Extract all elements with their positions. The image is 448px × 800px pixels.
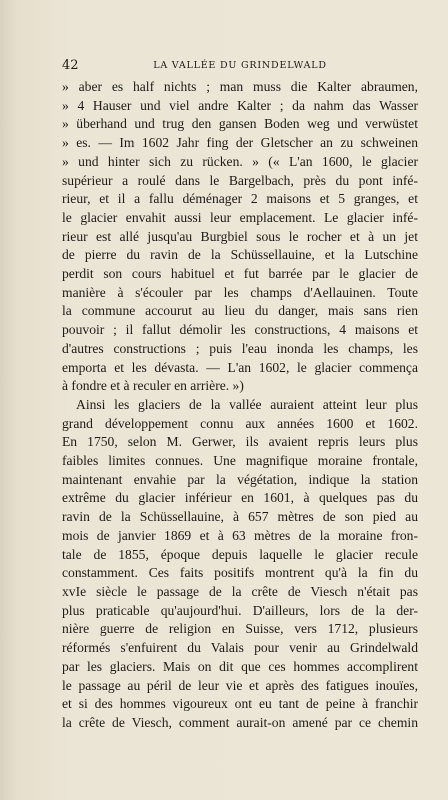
running-head: LA VALLÉE DU GRINDELWALD	[153, 60, 327, 71]
text-line: à fondre et à reculer en arrière. »)	[62, 378, 244, 394]
text-line: constamment. Ces faits positifs montrent qu'à la fin du	[62, 565, 418, 581]
text-line: nière guerre de religion en Suisse, vers 1712, plusieurs	[62, 621, 418, 637]
text-line: par les glaciers. Mais on dit que ces hommes accomplirent	[62, 658, 418, 674]
body-text	[62, 78, 418, 733]
text-line: xvIe siècle le passage de la crête de Viesch n'était pas	[62, 583, 418, 599]
text-line: rieur, et il a fallu déménager 2 maisons et 5 granges, et	[62, 191, 418, 207]
paragraph	[62, 396, 418, 733]
text-line: extrême du glacier inférieur en 1601, à quelques pas du	[62, 490, 418, 506]
text-line: manière à s'écouler par les champs d'Aellauinen. Toute	[62, 284, 418, 300]
text-line: » überhand und trug den gansen Boden weg und verwüstet	[62, 116, 418, 132]
page-header	[62, 58, 418, 76]
text-line: le passage au péril de leur vie et après des fatigues inouïes,	[62, 677, 418, 693]
text-line: En 1750, selon M. Gerwer, ils avaient repris leurs plus	[62, 434, 418, 450]
text-line: ravin de la Schüssellauine, à 657 mètres de son pied au	[62, 509, 418, 525]
text-line: maintenant envahie par la végétation, indique la station	[62, 471, 418, 487]
text-line: de pierre du ravin de la Schüssellauine, et la Lutschine	[62, 247, 418, 263]
text-line: » es. — Im 1602 Jahr fing der Gletscher an zu schweinen	[62, 135, 418, 151]
text-line: Ainsi les glaciers de la vallée auraient atteint leur plus	[76, 396, 418, 412]
text-line: la commune accourut au lieu du danger, mais sans rien	[62, 303, 418, 319]
text-line: la crête de Viesch, comment aurait-on amené par ce chemin	[62, 714, 418, 730]
text-line: » aber es half nichts ; man muss die Kalter abraumen,	[62, 79, 418, 94]
text-line: et si des hommes vigoureux ont eu tant de peine à franchir	[62, 696, 418, 712]
paragraph	[62, 78, 418, 396]
text-line: le glacier envahit aussi leur emplacement. Le glacier infé-	[62, 209, 418, 225]
text-line: emporta et les dévasta. — L'an 1602, le glacier commença	[62, 359, 418, 375]
text-line: pouvoir ; il fallut démolir les constructions, 4 maisons et	[62, 322, 418, 338]
text-line: réformés s'enfuirent du Valais pour venir au Grindelwald	[62, 640, 418, 656]
text-line: perdit son cours habituel et fut barrée par le glacier de	[62, 266, 418, 282]
text-line: plus praticable qu'aujourd'hui. D'ailleurs, lors de la der-	[62, 602, 418, 618]
text-line: » 4 Hauser und viel andre Kalter ; da nahm das Wasser	[62, 97, 418, 113]
text-line: rieur est allé jusqu'au Burgbiel sous le rocher et à un jet	[62, 228, 418, 244]
text-line: d'autres constructions ; puis l'eau inonda les champs, les	[62, 340, 418, 356]
text-line: » und hinter sich zu rücken. » (« L'an 1600, le glacier	[62, 153, 418, 169]
text-line: mois de janvier 1869 et à 63 mètres de la moraine fron-	[62, 527, 418, 543]
text-line: grand développement connu aux années 1600 et 1602.	[62, 415, 418, 431]
text-line: supérieur a roulé dans le Bargelbach, près du pont infé-	[62, 172, 418, 188]
page-number: 42	[62, 58, 79, 73]
text-line: tale de 1855, époque depuis laquelle le glacier recule	[62, 546, 418, 562]
text-line: faibles limites connues. Une magnifique moraine frontale,	[62, 453, 418, 469]
